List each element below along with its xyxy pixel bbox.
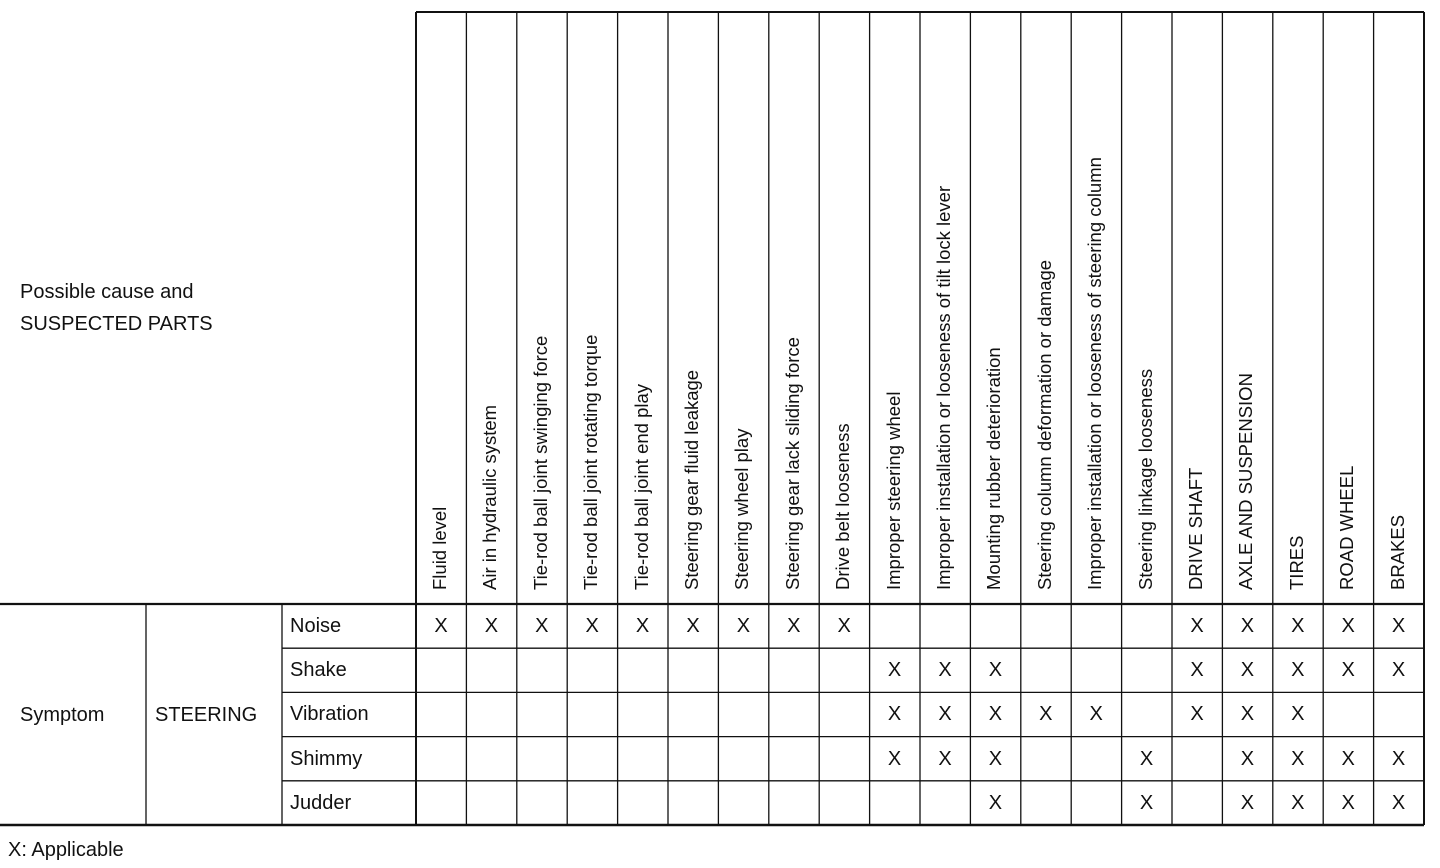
symptom-row-label: Shake (290, 659, 347, 682)
applicable-mark: X (988, 703, 1003, 726)
applicable-mark: X (1291, 791, 1305, 814)
applicable-mark: X (1139, 747, 1154, 770)
applicable-mark: X (1391, 791, 1406, 814)
applicable-mark: X (988, 747, 1003, 770)
column-header: ROAD WHEEL (1336, 465, 1358, 590)
column-header: Steering gear lack sliding force (781, 337, 803, 590)
column-header: TIRES (1285, 535, 1307, 590)
applicable-mark: X (1291, 659, 1305, 682)
column-header: Tie-rod ball joint swinging force (529, 335, 551, 590)
symptom-row-label: Shimmy (290, 747, 363, 770)
applicable-mark: X (1341, 747, 1355, 770)
applicable-mark: X (1291, 747, 1305, 770)
applicable-mark: X (1190, 703, 1204, 726)
applicable-mark: X (938, 659, 952, 682)
column-header: Mounting rubber deterioration (983, 347, 1005, 590)
column-header: Tie-rod ball joint rotating torque (580, 334, 602, 590)
steering-group-label: STEERING (155, 704, 258, 726)
applicable-mark: X (938, 703, 952, 726)
column-header: Drive belt looseness (832, 423, 854, 590)
column-header: Steering gear fluid leakage (681, 369, 702, 590)
column-header: Improper steering wheel (882, 391, 904, 590)
applicable-mark: X (1190, 615, 1204, 637)
column-header: BRAKES (1386, 514, 1408, 590)
applicable-mark: X (1291, 615, 1305, 637)
symptom-row-label: Judder (290, 791, 352, 814)
column-header: Steering wheel play (731, 428, 753, 590)
applicable-mark: X (1240, 703, 1255, 726)
column-header: Fluid level (429, 506, 450, 590)
applicable-mark: X (1240, 791, 1255, 814)
column-header: Improper installation or looseness of steering column (1084, 157, 1106, 590)
applicable-mark: X (484, 615, 499, 637)
applicable-mark: X (1240, 747, 1255, 770)
applicable-mark: X (1391, 659, 1406, 682)
applicable-mark: X (1139, 791, 1154, 814)
corner-label-line1: Possible cause and (20, 281, 194, 303)
applicable-mark: X (1089, 703, 1103, 726)
column-header: Tie-rod ball joint end play (630, 383, 652, 590)
applicable-mark: X (1039, 703, 1053, 726)
applicable-mark: X (1341, 659, 1355, 682)
symptom-row-label: Vibration (290, 703, 369, 726)
applicable-mark: X (887, 659, 902, 682)
applicable-mark: X (887, 703, 902, 726)
applicable-mark: X (1240, 659, 1255, 682)
applicable-mark: X (434, 615, 448, 637)
applicable-mark: X (1391, 747, 1406, 770)
applicable-mark: X (938, 747, 952, 770)
symptom-row-label: Noise (290, 615, 342, 637)
applicable-mark: X (1240, 615, 1255, 637)
applicable-mark: X (635, 615, 650, 637)
applicable-mark: X (837, 615, 851, 637)
applicable-mark: X (736, 615, 751, 637)
applicable-mark: X (1341, 615, 1355, 637)
applicable-mark: X (686, 615, 700, 637)
applicable-mark: X (887, 747, 902, 770)
applicable-mark: X (988, 791, 1003, 814)
symptom-label: Symptom (20, 704, 105, 726)
applicable-mark: X (988, 659, 1003, 682)
applicable-mark: X (1341, 791, 1355, 814)
column-header: Steering column deformation or damage (1033, 259, 1055, 590)
applicable-mark: X (585, 615, 599, 637)
column-header: Improper installation or looseness of tilt lock lever (933, 185, 954, 590)
column-header: Air in hydraulic system (479, 404, 501, 590)
applicable-mark: X (787, 615, 801, 637)
applicable-mark: X (1190, 659, 1204, 682)
column-header: Steering linkage looseness (1134, 368, 1156, 590)
applicable-mark: X (1291, 703, 1305, 726)
applicable-mark: X (1391, 615, 1406, 637)
column-header: DRIVE SHAFT (1185, 467, 1206, 590)
footnote-legend: X: Applicable (8, 839, 124, 861)
column-header: AXLE AND SUSPENSION (1235, 373, 1257, 590)
corner-label-line2: SUSPECTED PARTS (20, 313, 213, 335)
applicable-mark: X (535, 615, 549, 637)
